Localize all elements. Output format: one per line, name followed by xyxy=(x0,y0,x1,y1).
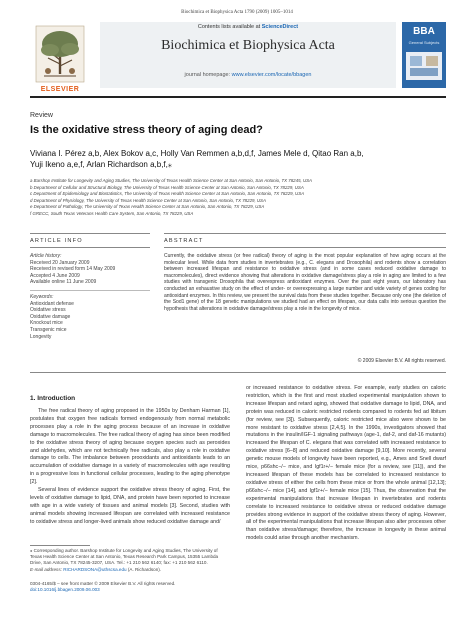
affiliation: f GRECC, South Texas Veterans Health Care System, San Antonio, TX 78229, USA xyxy=(30,210,194,216)
elsevier-tree-logo xyxy=(30,22,90,86)
header-rule xyxy=(30,96,446,98)
affiliation: c Department of Epidemiology and Biostatistics, The University of Texas Health Science Center at San Antonio, San Antonio, TX 78229, USA xyxy=(30,191,305,196)
article-info-header: ARTICLE INFO xyxy=(30,238,83,244)
email-label: E-mail address: xyxy=(30,566,64,572)
abstract-copyright: © 2009 Elsevier B.V. All rights reserved. xyxy=(357,358,446,364)
intro-right-column xyxy=(246,385,446,543)
history-item: Received 20 January 2009 xyxy=(30,259,90,266)
email-suffix: (A. Richardson). xyxy=(126,566,162,572)
sciencedirect-link[interactable]: ScienceDirect xyxy=(261,24,299,30)
abstract-header: ABSTRACT xyxy=(164,238,204,244)
publisher-name: ELSEVIER xyxy=(40,86,80,93)
article-history xyxy=(30,253,150,286)
journal-title: Biochimica et Biophysica Acta xyxy=(161,38,335,53)
info-rule-top xyxy=(30,233,150,234)
abstract-bottom-rule xyxy=(30,372,446,373)
history-item: Available online 11 June 2009 xyxy=(30,279,97,286)
intro-left-column xyxy=(30,408,230,527)
body-paragraph: or increased resistance to oxidative stress. For example, early studies on caloric restriction, which is the first and most studied experimental manipulation shown to increase lifespan and retard aging, showed that oxidative damage to lipid, DNA, and protein was reduced in caloric restricted rodents compared to rodents fed ad libitum (for review, see [3]). Subsequently, caloric restricted mice also were shown to be more resistant to oxidative stress [2,4,5]. In the 1990s, investigators showed that mutations in the insulin/IGF-1 signaling pathways (age-1, daf-2, and daf-16 mutants) increased the lifespan of C. elegans that was correlated with increased resistance to oxidative stress [6–8] and reduced oxidative damage [9,10]. More recently, several genetic mouse models of longevity have been reported, e.g., Ames and Snell dwarf mice, p66shc−/− mice, and Igf1r+/− female mice (for a review, see [11]), and the increased lifespan of these models has be correlated to increased resistance to oxidative stress of either the cells from these mice or from the whole animal [12,13]; p66shc−/− mice [14], and Igf1r+/− female mice [15]. Thus, the observation that the experimental manipulations that increase lifespan in invertebrates and rodents correlate to increased resistance to oxidative stress or reduced oxidative damage provides strong evidence in support of the oxidative stress theory of aging. However, all of the experimental manipulations that increase lifespan also alter processes other than oxidative stress/damage; therefore, the increase in longevity in these animal models could arise through another mechanism. xyxy=(246,385,446,542)
keyword: Transgenic mice xyxy=(30,326,67,333)
section-heading: 1. Introduction xyxy=(30,395,76,402)
article-title: Is the oxidative stress theory of aging dead? xyxy=(30,124,263,136)
keywords-label: Keywords: xyxy=(30,294,54,300)
abstract-rule-top xyxy=(164,233,446,234)
footnote-email-line xyxy=(30,567,230,573)
contents-line xyxy=(100,24,396,30)
running-header: Biochimica et Biophysica Acta 1790 (2009) 1005–1014 xyxy=(181,10,293,15)
abstract-text: Currently, the oxidative stress (or free radical) theory of aging is the most popular explanation of how aging occurs at the molecular level. While data from studies in invertebrates (e.g., C. elegans and Drosophila) and rodents show a correlation between increased lifespan and resistance to oxidative stress (and in some cases reduced oxidative damage to macromolecules), direct evidence showing that alterations in oxidative damage/stress play a role in aging are limited to a few studies with transgenic Drosophila that overexpress antioxidant enzymes. Over the past eight years, our laboratory has conducted an exhaustive study on the effect of under- or overexpressing a large number and wide variety of genes coding for antioxidant enzymes. In this review, we present the survival data from these studies together. Because only one (the deletion of the Sod1 gene) of the 18 genetic manipulations we studied had an effect on lifespan, our data calls into serious question the hypothesis that alterations in oxidative damage/stress play a role in the longevity of mice. xyxy=(164,253,446,312)
issn-line: 0304-4165/$ – see front matter © 2009 Elsevier B.V. All rights reserved. xyxy=(30,581,176,586)
keyword: Oxidative damage xyxy=(30,313,71,320)
keywords xyxy=(30,294,150,340)
contents-prefix: Contents lists available at xyxy=(197,24,261,30)
affiliation: e Department of Pathology, The University of Texas Health Science Center at San Antonio, San Antonio, TX 78229, USA xyxy=(30,204,265,209)
keyword: Longevity xyxy=(30,333,52,340)
corresponding-author-note xyxy=(30,548,230,573)
keyword: Antioxidant defense xyxy=(30,300,74,307)
info-rule xyxy=(30,247,150,248)
affiliation: a Barshop Institute for Longevity and Aging Studies, The University of Texas Health Science Center at San Antonio, San Antonio, TX 78245, USA xyxy=(30,178,312,183)
author-list xyxy=(30,148,440,170)
homepage-prefix: journal homepage: xyxy=(184,72,232,78)
authors-line-1: Viviana I. Pérez a,b, Alex Bokov a,c, Holly Van Remmen a,b,d,f, James Mele d, Qitao Ran a,b, xyxy=(30,149,364,158)
history-item: Accepted 4 June 2009 xyxy=(30,272,80,279)
history-label: Article history: xyxy=(30,253,62,259)
affiliation: d Department of Physiology, The University of Texas Health Science Center at San Antonio, San Antonio, TX 78229, USA xyxy=(30,197,266,203)
journal-banner xyxy=(100,22,396,88)
email-link[interactable]: RICHARDSONA@uthscsa.edu xyxy=(63,566,127,572)
keyword: Knockout mice xyxy=(30,320,63,327)
front-matter xyxy=(30,581,230,593)
cover-subtitle: General Subjects xyxy=(408,40,440,45)
history-item: Received in revised form 14 May 2009 xyxy=(30,266,116,273)
keywords-divider xyxy=(30,290,150,291)
journal-homepage xyxy=(100,72,396,78)
body-paragraph: Several lines of evidence support the oxidative stress theory of aging. First, the levels of oxidative damage to lipid, DNA, and protein have been reported to increase with age in a wide variety of tissues and animal models [3]. Second, studies with animal models showing increased lifespan are correlated with increased resistance to oxidative stress and longer-lived animals show reduced oxidative damage and/ xyxy=(30,487,230,525)
article-type: Review xyxy=(30,112,53,119)
homepage-link[interactable]: www.elsevier.com/locate/bbagen xyxy=(231,72,312,78)
body-paragraph: The free radical theory of aging proposed in the 1950s by Denham Harman [1], postulates that oxygen free radicals formed endogenously from normal metabolic processes play a role in the aging process because of an increase in oxidative damage to macromolecules. The free radical theory of aging has since been modified to the oxidative stress theory of aging because oxygen species such as peroxides and aldehydes, which are not technically free radicals, also play a role in oxidative damage to cells. The imbalance between prooxidants and antioxidants leads to an accumulation of oxidative damage in a variety of macromolecules with age resulting in a progressive loss in functional cellular processes, leading to the aging phenotype [2]. xyxy=(30,408,230,486)
footnote-text: ⁎ Corresponding author. Barshop Institute for Longevity and Aging Studies, The University of Texas Health Science Center at San Antonio, Texas Research Park Campus, 15355 Lambda Drive, San Antonio, TX 78245-3207, USA. Tel.: +1 210 562 6140; fax: +1 210 562 6110. xyxy=(30,548,219,566)
affiliation: b Department of Cellular and Structural Biology, The University of Texas Health Science Center at San Antonio, San Antonio, TX 78229, USA xyxy=(30,184,304,190)
doi-link[interactable]: doi:10.1016/j.bbagen.2009.06.003 xyxy=(30,587,100,593)
authors-line-2: Yuji Ikeno a,e,f, Arlan Richardson a,b,f,⁎ xyxy=(30,160,172,169)
cover-title: BBA xyxy=(413,26,435,37)
footnote-rule xyxy=(30,545,90,546)
keyword: Oxidative stress xyxy=(30,307,66,314)
abstract-rule xyxy=(164,247,446,248)
